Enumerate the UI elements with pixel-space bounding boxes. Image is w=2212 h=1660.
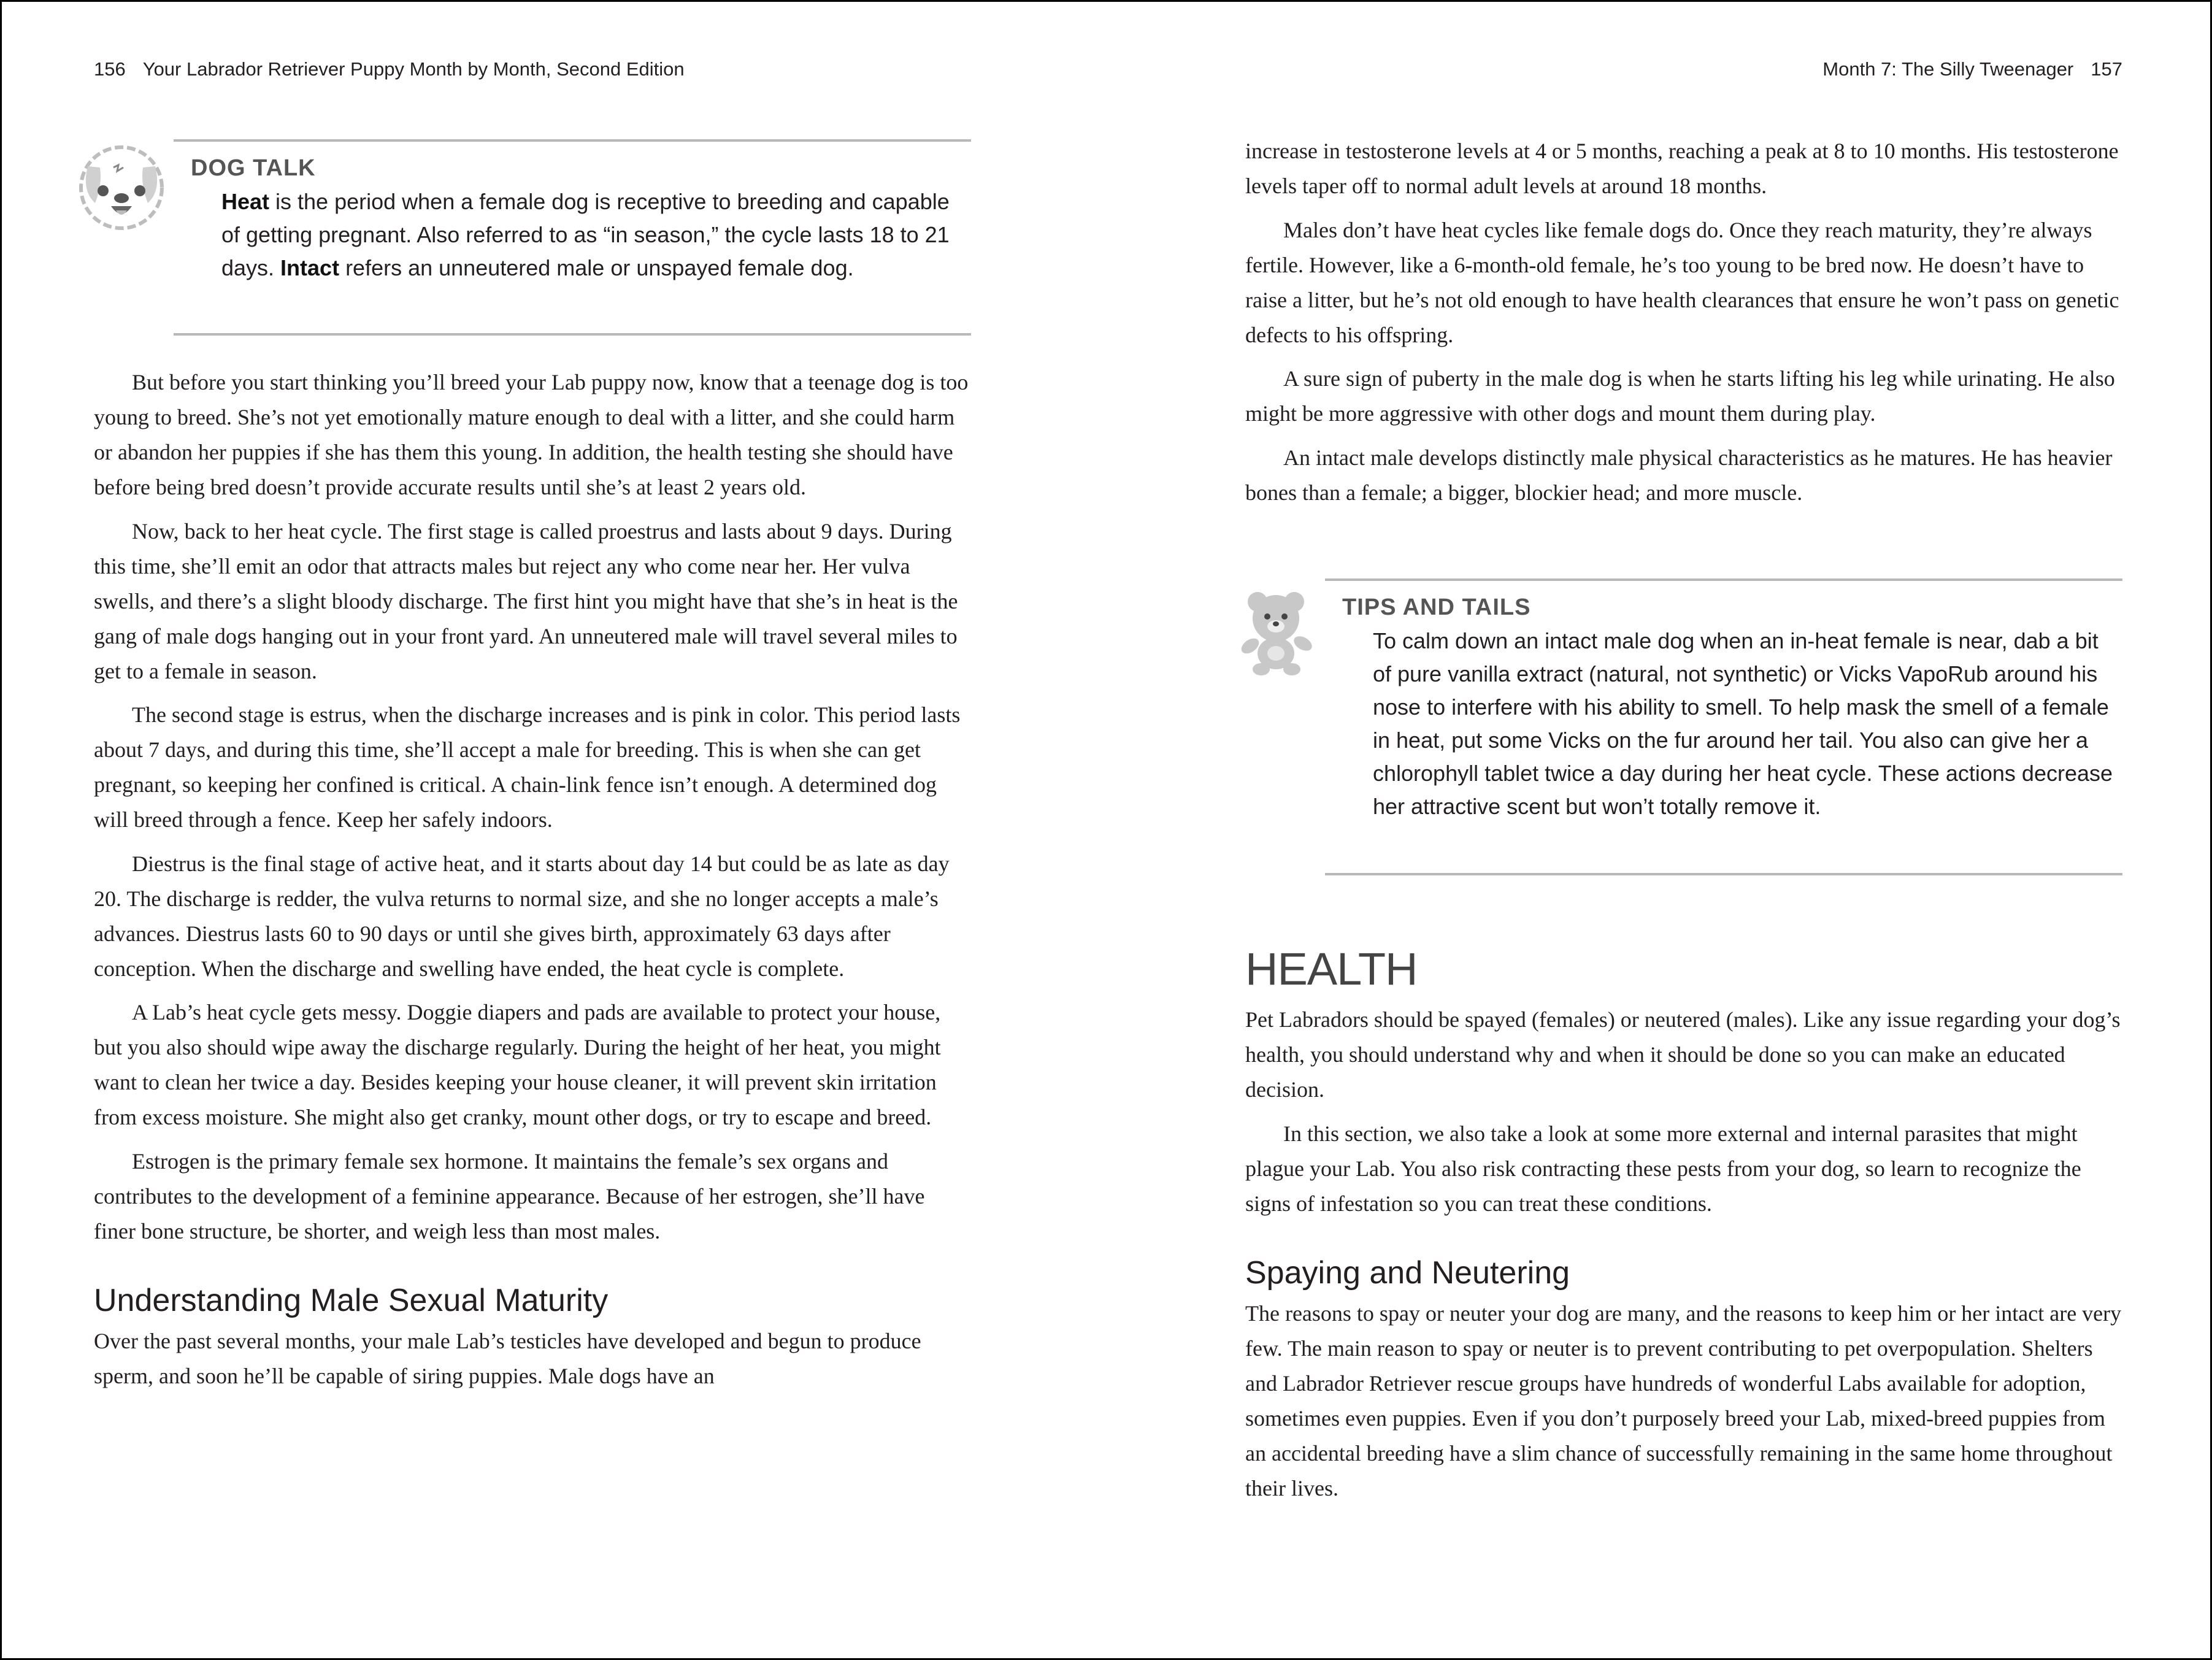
dog-talk-text: Heat is the period when a female dog is receptive to breeding and capable of getting pregnant. Also referred to as “in season,” the cycle lasts 18 to 21 days. Intact refers an unneutered male or unspayed female dog.: [221, 189, 950, 280]
left-running-head-title: Your Labrador Retriever Puppy Month by Month, Second Edition: [142, 58, 685, 80]
right-body-text-top: [1245, 134, 2122, 519]
body-paragraph: A Lab’s heat cycle gets messy. Doggie diapers and pads are available to protect your house, but you also should wipe away the discharge regularly. During the height of her heat, you might want to clean her twice a day. Besides keeping your house cleaner, it will prevent skin irritation from excess moisture. She might also get cranky, mount other dogs, or try to escape and breed.: [94, 1000, 941, 1129]
body-paragraph: Pet Labradors should be spayed (females) or neutered (males). Like any issue regarding your dog’s health, you should understand why and when it should be done so you can make an educated decision.: [1245, 1007, 2121, 1102]
tips-and-tails-title: TIPS AND TAILS: [1342, 594, 1531, 620]
body-paragraph: A sure sign of puberty in the male dog is when he starts lifting his leg while urinating. He also might be more aggressive with other dogs and mount them during play.: [1245, 366, 2115, 426]
left-body-text: [94, 365, 971, 1402]
body-paragraph: increase in testosterone levels at 4 or 5 months, reaching a peak at 8 to 10 months. His testosterone levels taper off to normal adult levels at around 18 months.: [1245, 139, 2119, 198]
dog-talk-term-heat: Heat: [221, 189, 270, 214]
right-folio: 157: [2091, 58, 2122, 80]
body-paragraph: In this section, we also take a look at some more external and internal parasites that might plague your Lab. You also risk contracting these pests from your dog, so learn to recognize the signs of infestation so you can treat these conditions.: [1245, 1121, 2081, 1216]
tips-and-tails-text: To calm down an intact male dog when an in-heat female is near, dab a bit of pure vanilla extract (natural, not synthetic) or Vicks VapoRub around his nose to interfere with his ability to smell. To help mask the smell of a female in heat, put some Vicks on the fur around her tail. You also can give her a chlorophyll tablet twice a day during her heat cycle. These actions decrease her attractive scent but won’t totally remove it.: [1373, 628, 2113, 819]
right-running-head-title: Month 7: The Silly Tweenager: [1822, 58, 2074, 80]
right-running-head: [1245, 58, 2122, 80]
section-heading-spaying-neutering: Spaying and Neutering: [1245, 1255, 1570, 1291]
body-paragraph: Males don’t have heat cycles like female dogs do. Once they reach maturity, they’re always fertile. However, like a 6-month-old female, he’s too young to be bred now. He doesn’t have to raise a litter, but he’s not old enough to have health clearances that ensure he won’t pass on genetic defects to his offspring.: [1245, 217, 2119, 347]
dog-talk-term-intact: Intact: [280, 255, 340, 280]
teddy-bear-icon: [1233, 585, 1319, 677]
right-body-text-bottom: [1245, 880, 2122, 1515]
body-paragraph: Estrogen is the primary female sex hormone. It maintains the female’s sex organs and contributes to the development of a feminine appearance. Because of her estrogen, she’ll have finer bone structure, be shorter, and weigh less than most males.: [94, 1148, 925, 1243]
body-paragraph: But before you start thinking you’ll breed your Lab puppy now, know that a teenage dog is too young to breed. She’s not yet emotionally mature enough to deal with a litter, and she could harm or abandon her puppies if she has them this young. In addition, the health testing she should have before being bred doesn’t provide accurate results until she’s at least 2 years old.: [94, 370, 969, 499]
body-paragraph: An intact male develops distinctly male physical characteristics as he matures. He has heavier bones than a female; a bigger, blockier head; and more muscle.: [1245, 445, 2113, 505]
right-page: [1245, 2, 2122, 1658]
dog-talk-sidebar: [174, 139, 971, 336]
body-paragraph: Now, back to her heat cycle. The first stage is called proestrus and lasts about 9 days. During this time, she’ll emit an odor that attracts males but reject any who come near her. Her vulva swells, and there’s a slight bloody discharge. The first hint you might have that she’s in heat is the gang of male dogs hanging out in your front yard. An unneutered male will travel several miles to get to a female in season.: [94, 518, 958, 683]
left-page: [94, 2, 971, 1658]
section-heading-male-maturity: Understanding Male Sexual Maturity: [94, 1282, 609, 1318]
body-paragraph: The second stage is estrus, when the discharge increases and is pink in color. This period lasts about 7 days, and during this time, she’ll accept a male for breeding. This is when she can get pregnant, so keeping her confined is critical. A chain-link fence isn’t enough. A determined dog will breed through a fence. Keep her safely indoors.: [94, 702, 961, 832]
left-running-head: [94, 58, 971, 80]
body-paragraph: Over the past several months, your male Lab’s testicles have developed and begun to produce sperm, and soon he’ll be capable of siring puppies. Male dogs have an: [94, 1328, 921, 1388]
left-folio: 156: [94, 58, 126, 80]
dog-face-icon: [75, 142, 167, 234]
tips-and-tails-sidebar: [1325, 578, 2122, 875]
body-paragraph: Diestrus is the final stage of active heat, and it starts about day 14 but could be as late as day 20. The discharge is redder, the vulva returns to normal size, and she no longer accepts a male’s advances. Diestrus lasts 60 to 90 days or until she gives birth, approximately 63 days after conception. When the discharge and swelling have ended, the heat cycle is complete.: [94, 851, 950, 981]
body-paragraph: The reasons to spay or neuter your dog are many, and the reasons to keep him or her intact are very few. The main reason to spay or neuter is to prevent contributing to pet overpopulation. Shelters and Labrador Retriever rescue groups have hundreds of wonderful Labs available for adoption, sometimes even puppies. Even if you don’t purposely breed your Lab, mixed-breed puppies from an accidental breeding have a slim chance of successfully remaining in the same home throughout their lives.: [1245, 1301, 2122, 1501]
dog-talk-title: DOG TALK: [191, 155, 316, 181]
chapter-heading-health: HEALTH: [1245, 943, 1418, 994]
